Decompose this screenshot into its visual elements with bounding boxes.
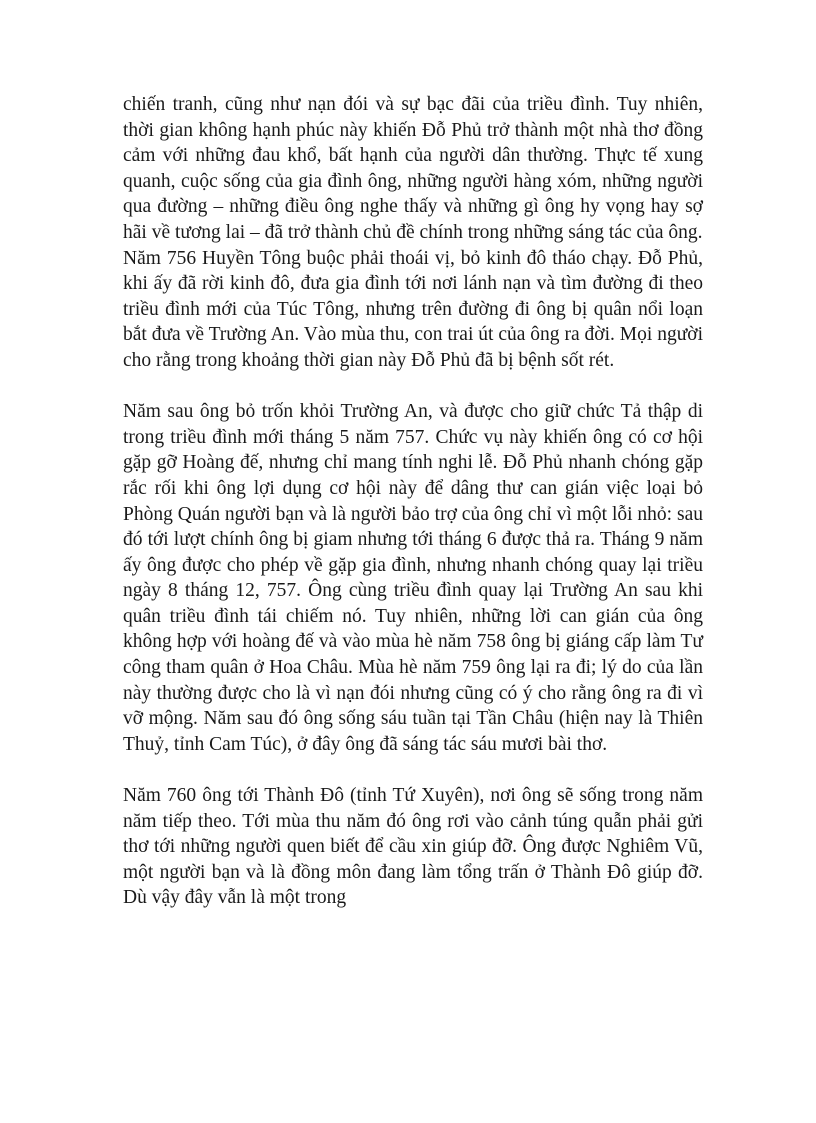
paragraph-war-hardship: chiến tranh, cũng như nạn đói và sự bạc đãi của triều đình. Tuy nhiên, thời gian không hạnh phúc này khiến Đỗ Phủ trở thành một nhà thơ đồng cảm với những đau khổ, bất hạnh của người dân thường. Thực tế xung quanh, cuộc sống của gia đình ông, những người hàng xóm, những người qua đường – những điều ông nghe thấy và những gì ông hy vọng hay sợ hãi về tương lai – đã trở thành chủ đề chính trong những sáng tác của ông.	[123, 94, 703, 243]
paragraph-gap	[123, 757, 703, 783]
paragraph-escape-chang-an: Năm sau ông bỏ trốn khỏi Trường An, và được cho giữ chức Tả thập di trong triều đình mới tháng 5 năm 757. Chức vụ này khiến ông có cơ hội gặp gỡ Hoàng đế, nhưng chỉ mang tính nghi lễ. Đỗ Phủ nhanh chóng gặp rắc rối khi ông lợi dụng cơ hội này để dâng thư can gián việc loại bỏ Phòng Quán người bạn và là người bảo trợ của ông chỉ vì một lỗi nhỏ: sau đó tới lượt chính ông bị giam nhưng tới tháng 6 được thả ra. Tháng 9 năm ấy ông được cho phép về gặp gia đình, nhưng nhanh chóng quay lại triều ngày 8 tháng 12, 757. Ông cùng triều đình quay lại Trường An sau khi quân triều đình tái chiếm nó. Tuy nhiên, những lời can gián của ông không hợp với hoàng đế và vào mùa hè năm 758 ông bị giáng cấp làm Tư công tham quân ở Hoa Châu. Mùa hè năm 759 ông lại ra đi; lý do của lần này thường được cho là vì nạn đói nhưng cũng có ý cho rằng ông ra đi vì vỡ mộng. Năm sau đó ông sống sáu tuần tại Tần Châu (hiện nay là Thiên Thuỷ, tỉnh Cam Túc), ở đây ông đã sáng tác sáu mươi bài thơ.	[123, 401, 703, 755]
paragraph-year-756: Năm 756 Huyền Tông buộc phải thoái vị, bỏ kinh đô tháo chạy. Đỗ Phủ, khi ấy đã rời kinh đô, đưa gia đình tới nơi lánh nạn và tìm đường đi theo triều đình mới của Túc Tông, nhưng trên đường đi ông bị quân nổi loạn bắt đưa về Trường An. Vào mùa thu, con trai út của ông ra đời. Mọi người cho rằng trong khoảng thời gian này Đỗ Phủ đã bị bệnh sốt rét.	[123, 247, 703, 371]
paragraph-year-760: Năm 760 ông tới Thành Đô (tỉnh Tứ Xuyên), nơi ông sẽ sống trong năm năm tiếp theo. Tới mùa thu năm đó ông rơi vào cảnh túng quẫn phải gửi thơ tới những người quen biết để cầu xin giúp đỡ. Ông được Nghiêm Vũ, một người bạn và là đồng môn đang làm tổng trấn ở Thành Đô giúp đỡ. Dù vậy đây vẫn là một trong	[123, 785, 703, 909]
paragraph-gap	[123, 374, 703, 400]
document-body	[123, 92, 703, 911]
